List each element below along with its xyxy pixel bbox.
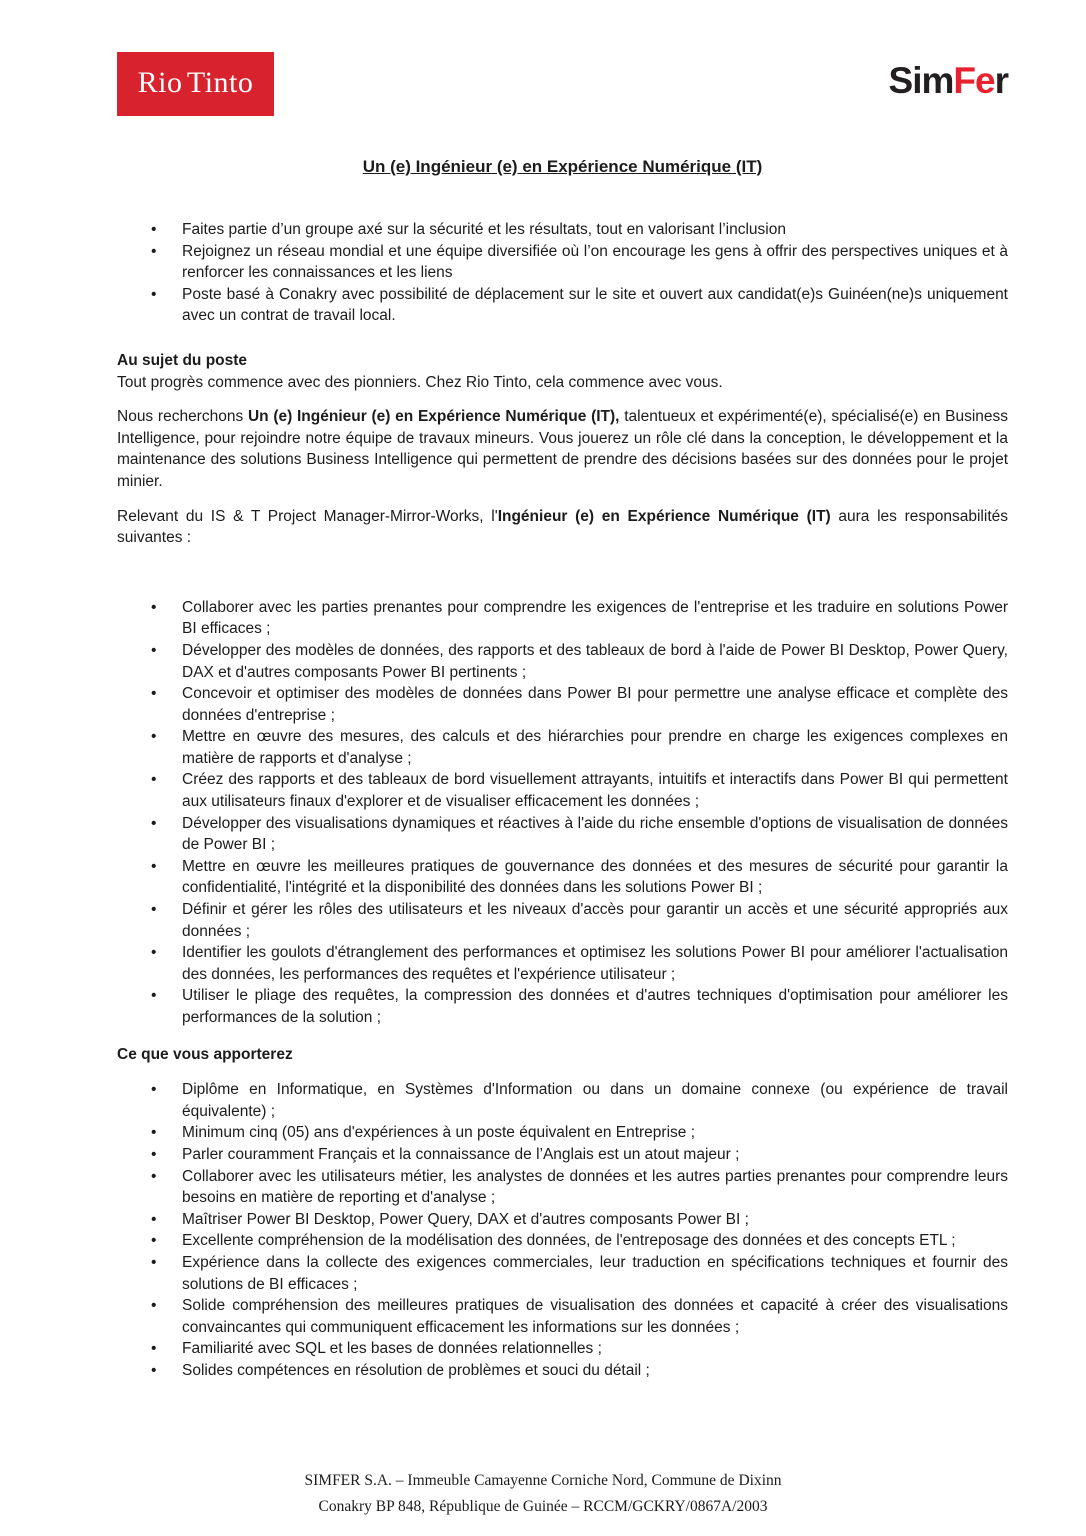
intro-pre: Nous recherchons	[117, 408, 248, 426]
list-item: • Diplôme en Informatique, en Systèmes d'Information ou dans un domaine connexe (ou expérience de travail équivalente) ;	[182, 1079, 1008, 1122]
section-heading-about: Au sujet du poste	[117, 351, 248, 369]
list-item: • Familiarité avec SQL et les bases de données relationnelles ;	[182, 1338, 1008, 1360]
intro-paragraph	[117, 406, 1008, 492]
simfer-logo	[889, 62, 1008, 99]
job-title: Un (e) Ingénieur (e) en Expérience Numérique (IT)	[362, 157, 763, 176]
simfer-logo-text-fe: Fe	[953, 60, 995, 101]
footer-registration-line: Conakry BP 848, République de Guinée – RCCM/GCKRY/0867A/2003	[318, 1498, 768, 1515]
list-item: • Excellente compréhension de la modélisation des données, de l'entreposage des données et des concepts ETL ;	[182, 1230, 1008, 1252]
list-item: • Mettre en œuvre les meilleures pratiques de gouvernance des données et des mesures de sécurité pour garantir la confidentialité, l'intégrité et la disponibilité des données dans les solutions Power BI ;	[182, 856, 1008, 899]
list-item: • Collaborer avec les utilisateurs métier, les analystes de données et les autres parties prenantes pour comprendre leurs besoins en matière de reporting et d'analyse ;	[182, 1166, 1008, 1209]
reporting-paragraph	[117, 506, 1008, 549]
reporting-bold: Ingénieur (e) en Expérience Numérique (IT)	[497, 507, 831, 525]
intro-post: talentueux et expérimenté(e), spécialisé(e) en Business Intelligence, pour rejoindre notre équipe de travaux mineurs. Vous jouerez un rôle clé dans la conception, le développement et la maintenance des solutions Business Intelligence qui permettent de prendre des décisions basées sur des données pour le projet minier.	[117, 408, 1008, 490]
simfer-logo-text-r: r	[994, 60, 1008, 101]
list-item: • Identifier les goulots d'étranglement des performances et optimisez les solutions Power BI pour améliorer l'actualisation des données, les performances des requêtes et l'expérience utilisateur ;	[182, 942, 1008, 985]
intro-bold: Un (e) Ingénieur (e) en Expérience Numérique (IT),	[247, 408, 620, 426]
reporting-pre: Relevant du IS & T Project Manager-Mirror-Works, l'	[117, 507, 498, 525]
riotinto-logo-text: Rio Tinto	[137, 65, 254, 99]
list-item: • Solide compréhension des meilleures pratiques de visualisation des données et capacité à créer des visualisations convaincantes qui communiquent efficacement les informations sur les données ;	[182, 1295, 1008, 1338]
list-item: • Faites partie d’un groupe axé sur la sécurité et les résultats, tout en valorisant l’inclusion	[182, 219, 1008, 241]
list-item: • Définir et gérer les rôles des utilisateurs et les niveaux d'accès pour garantir un accès et une sécurité appropriés aux données ;	[182, 899, 1008, 942]
document-footer	[0, 1468, 1086, 1520]
responsibilities-list	[117, 597, 1008, 1029]
list-item: • Utiliser le pliage des requêtes, la compression des données et d'autres techniques d'optimisation pour améliorer les performances de la solution ;	[182, 985, 1008, 1028]
list-item: • Expérience dans la collecte des exigences commerciales, leur traduction en spécifications techniques et fournir des solutions de BI efficaces ;	[182, 1252, 1008, 1295]
section-heading-requirements: Ce que vous apporterez	[117, 1045, 293, 1063]
document-header	[117, 52, 1008, 118]
footer-address-line: SIMFER S.A. – Immeuble Camayenne Corniche Nord, Commune de Dixinn	[304, 1472, 782, 1489]
about-tagline: Tout progrès commence avec des pionniers. Chez Rio Tinto, cela commence avec vous.	[117, 373, 723, 391]
list-item: • Mettre en œuvre des mesures, des calculs et des hiérarchies pour prendre en charge les exigences complexes en matière de rapports et d'analyse ;	[182, 726, 1008, 769]
highlights-list	[117, 219, 1008, 327]
list-item: • Créez des rapports et des tableaux de bord visuellement attrayants, intuitifs et interactifs dans Power BI qui permettent aux utilisateurs finaux d'explorer et de visualiser efficacement les données ;	[182, 769, 1008, 812]
list-item: • Développer des modèles de données, des rapports et des tableaux de bord à l'aide de Power BI Desktop, Power Query, DAX et d'autres composants Power BI pertinents ;	[182, 640, 1008, 683]
list-item: • Parler couramment Français et la connaissance de l’Anglais est un atout majeur ;	[182, 1144, 1008, 1166]
list-item: • Rejoignez un réseau mondial et une équipe diversifiée où l’on encourage les gens à offrir des perspectives uniques et à renforcer les connaissances et les liens	[182, 241, 1008, 284]
list-item: • Concevoir et optimiser des modèles de données dans Power BI pour permettre une analyse efficace et complète des données d'entreprise ;	[182, 683, 1008, 726]
list-item: • Collaborer avec les parties prenantes pour comprendre les exigences de l'entreprise et les traduire en solutions Power BI efficaces ;	[182, 597, 1008, 640]
riotinto-logo	[117, 52, 274, 116]
simfer-logo-text-sim: Sim	[888, 60, 954, 101]
requirements-list	[117, 1079, 1008, 1381]
list-item: • Minimum cinq (05) ans d'expériences à un poste équivalent en Entreprise ;	[182, 1122, 1008, 1144]
list-item: • Solides compétences en résolution de problèmes et souci du détail ;	[182, 1360, 1008, 1382]
list-item: • Poste basé à Conakry avec possibilité de déplacement sur le site et ouvert aux candidat(e)s Guinéen(ne)s uniquement avec un contrat de travail local.	[182, 284, 1008, 327]
list-item: • Développer des visualisations dynamiques et réactives à l'aide du riche ensemble d'options de visualisation de données de Power BI ;	[182, 813, 1008, 856]
reporting-post: aura les responsabilités suivantes :	[117, 507, 1009, 547]
list-item: • Maîtriser Power BI Desktop, Power Query, DAX et d'autres composants Power BI ;	[182, 1209, 1008, 1231]
